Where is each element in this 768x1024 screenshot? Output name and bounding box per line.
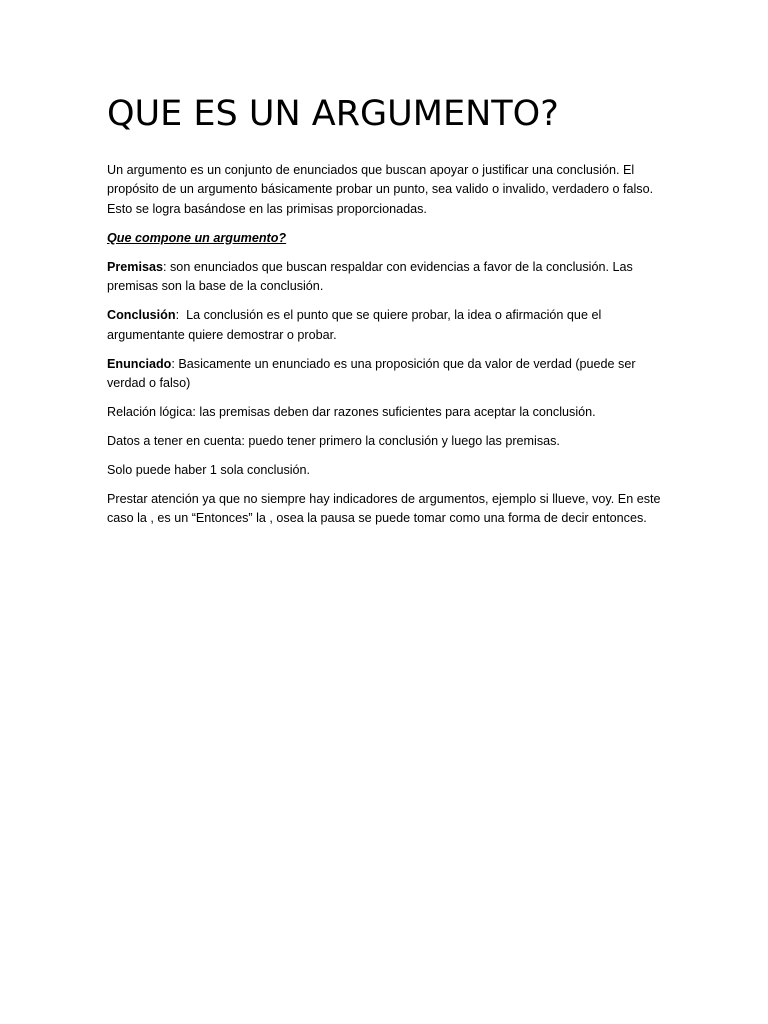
subheading-paragraph (107, 229, 667, 248)
note-indicadores: Prestar atención ya que no siempre hay indicadores de argumentos, ejemplo si llueve, voy. En este caso la , es un “Entonces” la , osea la pausa se puede tomar como una forma de decir entonces. (107, 492, 661, 526)
document-title: QUE ES UN ARGUMENTO? (107, 94, 559, 134)
note-datos: Datos a tener en cuenta: puedo tener primero la conclusión y luego las premisas. (107, 434, 560, 449)
definition-enunciado (107, 355, 667, 394)
note-sola-conclusion: Solo puede haber 1 sola conclusión. (107, 463, 311, 478)
section-subheading: Que compone un argumento? (107, 230, 287, 245)
note-relacion-logica: Relación lógica: las premisas deben dar razones suficientes para aceptar la conclusión. (107, 405, 596, 420)
document-body (107, 161, 667, 538)
definition-term: Enunciado (107, 356, 172, 371)
definition-premisas (107, 258, 667, 297)
definition-term: Premisas (107, 259, 164, 274)
definition-text: : Basicamente un enunciado es una proposición que da valor de verdad (puede ser verdad o falso) (107, 356, 636, 391)
intro-paragraph: Un argumento es un conjunto de enunciados que buscan apoyar o justificar una conclusión. El propósito de un argumento básicamente probar un punto, sea valido o invalido, verdadero o falso. Esto se logra basándose en las primisas proporcionadas. (107, 163, 654, 216)
definition-text: : La conclusión es el punto que se quiere probar, la idea o afirmación que el argumentante quiere demostrar o probar. (107, 308, 605, 342)
definition-text: : son enunciados que buscan respaldar con evidencias a favor de la conclusión. Las premisas son la base de la conclusión. (107, 259, 633, 294)
definition-term: Conclusión (107, 308, 176, 323)
definition-conclusion (107, 306, 667, 345)
